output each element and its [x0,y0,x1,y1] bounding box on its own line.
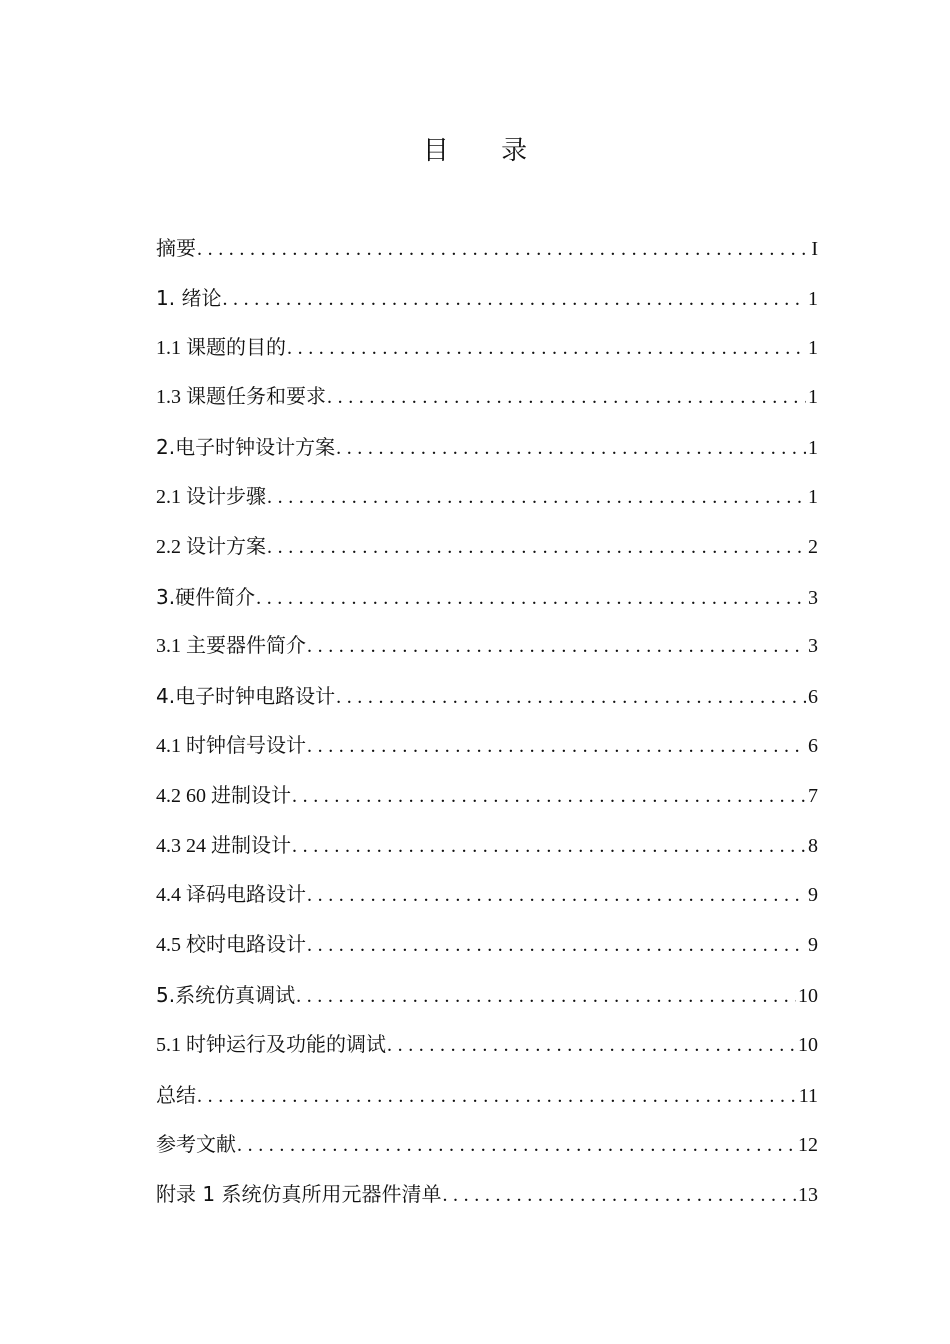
toc-dot-leader [287,328,806,368]
toc-entry-label: 5.1 时钟运行及功能的调试 [156,1033,386,1056]
toc-entry[interactable] [156,577,818,627]
toc-entry-page-number: 12 [798,1134,818,1157]
toc-entry-label: 4.4 译码电路设计 [156,884,306,907]
toc-entry[interactable] [156,328,818,378]
toc-entry-page-number: 1 [808,485,818,508]
toc-dot-leader [296,976,796,1016]
toc-entry-page-number: 1 [808,336,818,359]
toc-entry-page-number: I [811,238,818,260]
toc-entry-label: 2.2 设计方案 [156,535,266,558]
toc-entry-page-number: 2 [808,535,818,558]
toc-entry[interactable] [156,726,818,776]
toc-entry[interactable] [156,228,818,278]
toc-entry[interactable] [156,776,818,826]
toc-entry-page-number: 1 [808,437,818,460]
toc-entry-label: 4.1 时钟信号设计 [156,734,306,757]
toc-entry-label: 1.1 课题的目的 [156,336,286,359]
toc-entry-page-number: 6 [808,734,818,757]
toc-entry[interactable] [156,1124,818,1174]
toc-dot-leader [256,578,806,618]
toc-entry[interactable] [156,925,818,975]
toc-dot-leader [197,229,809,269]
toc-entry[interactable] [156,826,818,876]
toc-entry-page-number: 1 [808,386,818,409]
toc-entry-label: 参考文献 [156,1132,236,1157]
toc-entry-page-number: 9 [808,934,818,957]
toc-entry-page-number: 10 [798,984,818,1007]
toc-dot-leader [336,428,806,468]
toc-entry-label: 4.电子时钟电路设计 [156,684,336,709]
toc-entry[interactable] [156,527,818,577]
table-of-contents [156,228,818,1224]
toc-dot-leader [292,776,806,816]
toc-entry[interactable] [156,975,818,1025]
toc-entry-label: 2.电子时钟设计方案 [156,435,336,460]
toc-entry-page-number: 7 [808,784,818,807]
toc-entry[interactable] [156,377,818,427]
toc-dot-leader [237,1125,796,1165]
toc-entry-page-number: 13 [798,1184,818,1207]
toc-dot-leader [336,677,806,717]
toc-entry[interactable] [156,427,818,477]
toc-dot-leader [222,279,806,319]
toc-entry-label: 1. 绪论 [156,285,222,310]
toc-entry[interactable] [156,1075,818,1125]
toc-entry[interactable] [156,278,818,328]
toc-entry-label: 附录 1 系统仿真所用元器件清单 [156,1182,442,1207]
toc-entry[interactable] [156,1174,818,1224]
toc-dot-leader [197,1076,797,1116]
toc-entry-page-number: 10 [798,1033,818,1056]
toc-entry-label: 1.3 课题任务和要求 [156,386,326,409]
page-title: 目 录 [422,136,550,166]
toc-dot-leader [307,626,806,666]
toc-dot-leader [442,1175,796,1215]
toc-entry-label: 摘要 [156,236,196,260]
toc-entry-page-number: 6 [808,686,818,709]
toc-entry-page-number: 1 [808,287,818,310]
toc-entry-label: 3.1 主要器件简介 [156,635,306,658]
toc-entry[interactable] [156,676,818,726]
toc-entry[interactable] [156,1025,818,1075]
toc-entry-label: 总结 [156,1082,196,1107]
toc-entry-page-number: 3 [808,586,818,609]
toc-dot-leader [292,826,806,866]
toc-entry-page-number: 8 [808,834,818,857]
toc-entry-label: 4.5 校时电路设计 [156,934,306,957]
toc-entry[interactable] [156,477,818,527]
toc-entry-page-number: 9 [808,884,818,907]
toc-dot-leader [307,925,806,965]
toc-entry[interactable] [156,875,818,925]
toc-dot-leader [327,377,806,417]
toc-dot-leader [307,875,806,915]
toc-entry-label: 4.2 60 进制设计 [156,784,291,807]
toc-entry-page-number: 11 [798,1084,818,1107]
toc-entry-label: 3.硬件简介 [156,584,256,609]
toc-dot-leader [267,477,806,517]
toc-entry-label: 5.系统仿真调试 [156,982,296,1007]
toc-entry-label: 4.3 24 进制设计 [156,834,291,857]
toc-entry-label: 2.1 设计步骤 [156,485,266,508]
toc-dot-leader [387,1025,796,1065]
toc-dot-leader [267,527,806,567]
toc-dot-leader [307,726,806,766]
toc-entry-page-number: 3 [808,635,818,658]
toc-entry[interactable] [156,626,818,676]
